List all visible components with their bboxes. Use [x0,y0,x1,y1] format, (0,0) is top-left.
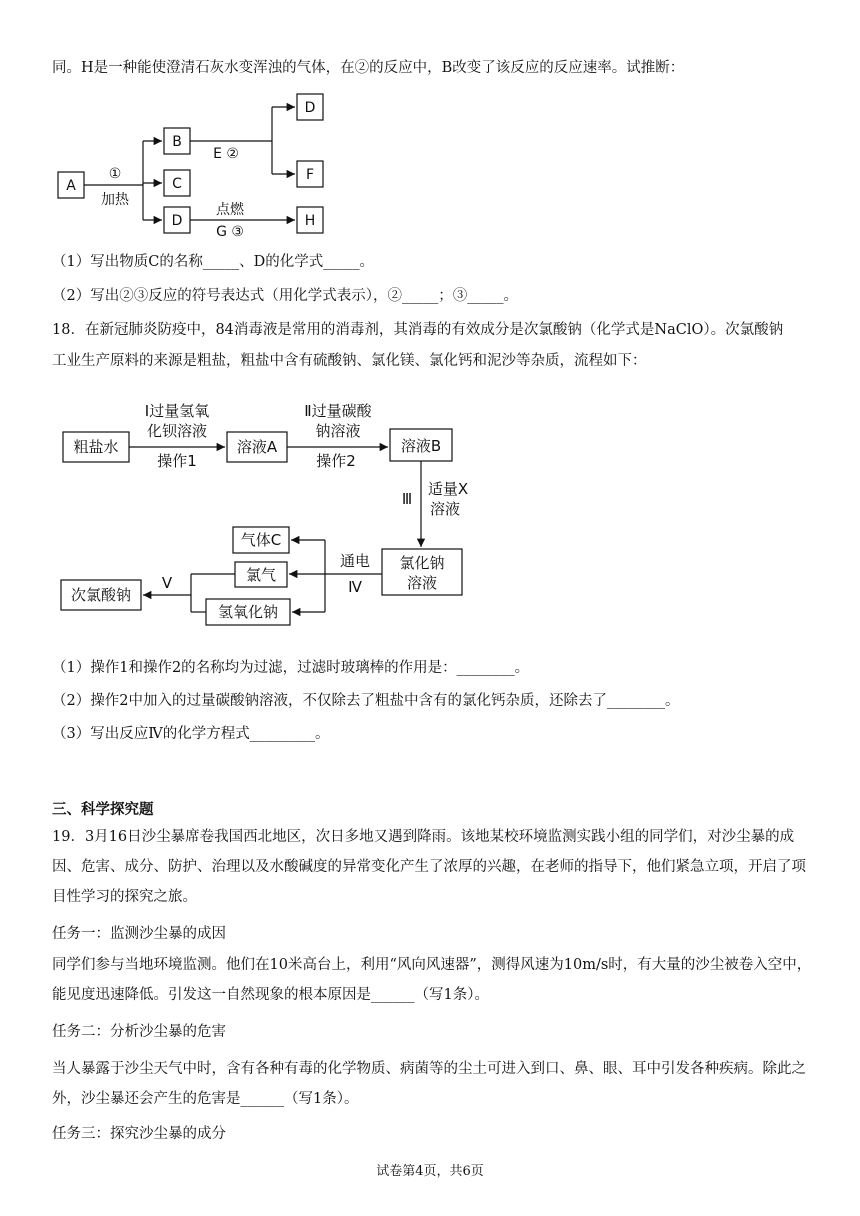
label-step3-roman: Ⅲ [401,490,413,508]
page-footer: 试卷第4页，共6页 [376,1164,484,1179]
label-op1: 操作1 [157,452,197,470]
label-step4-a: 通电 [339,552,371,570]
node-D-top: D [304,100,316,116]
label-reaction-1: ① [108,166,122,182]
q18-line1: 18．在新冠肺炎防疫中，84消毒液是常用的消毒剂，其消毒的有效成分是次氯酸钠（化学式是NaClO）。次氯酸钠 [52,322,784,338]
label-step3-a: 适量X [427,480,469,498]
q17-reaction-diagram [50,90,350,240]
box-raw-brine: 粗盐水 [73,438,119,456]
task2-title: 任务二：分析沙尘暴的危害 [52,1024,226,1040]
q18-flow-diagram [55,396,495,636]
node-F: F [305,167,315,183]
q17-sub2: （2）写出②③反应的符号表达式（用化学式表示），②_____；③_____。 [52,288,518,304]
box-naoh: 氢氧化钠 [217,603,279,621]
task1-paragraph: 同学们参与当地环境监测。他们在10米高台上，利用“风向风速器”，测得风速为10m/s时，有大量的沙尘被卷入空中，能见度迅速降低。引发这一自然现象的根本原因是______（写1条）。 [52,957,812,1003]
box-gas-C: 气体C [240,531,282,549]
label-step3-b: 溶液 [429,500,461,518]
task3-title: 任务三：探究沙尘暴的成分 [52,1126,226,1142]
label-G3: G ③ [216,224,244,240]
task1-title: 任务一：监测沙尘暴的成因 [52,926,226,942]
q18-line2: 工业生产原料的来源是粗盐，粗盐中含有硫酸钠、氯化镁、氯化钙和泥沙等杂质，流程如下： [52,353,647,369]
q17-intro: 同。H是一种能使澄清石灰水变浑浊的气体，在②的反应中，B改变了该反应的反应速率。试推断： [52,60,685,76]
q18-sub1: （1）操作1和操作2的名称均为过滤，过滤时玻璃棒的作用是：________。 [52,660,530,676]
label-step1-b: 化钡溶液 [146,422,208,440]
label-step2-a: Ⅱ过量碳酸 [304,402,372,420]
q18-sub3: （3）写出反应Ⅳ的化学方程式_________。 [52,726,330,742]
box-nacl-line1: 氯化钠 [399,554,445,572]
node-B: B [172,134,182,150]
box-naclo: 次氯酸钠 [70,586,132,604]
label-ignite: 点燃 [216,202,244,218]
node-H: H [304,213,316,229]
node-D: D [171,213,183,229]
box-solution-A: 溶液A [236,438,278,456]
label-E2: E ② [213,146,239,162]
label-step1-a: Ⅰ过量氢氧 [144,402,210,420]
node-C: C [172,176,182,192]
label-op2: 操作2 [316,452,356,470]
label-heat: 加热 [101,192,129,208]
box-solution-B: 溶液B [400,437,442,455]
label-step2-b: 钠溶液 [315,422,361,440]
label-step5: Ⅴ [161,574,173,592]
q19-paragraph: 19．3月16日沙尘暴席卷我国西北地区，次日多地又遇到降雨。该地某校环境监测实践小组的同学们，对沙尘暴的成因、危害、成分、防护、治理以及水酸碱度的异常变化产生了浓厚的兴趣，在老师的指导下，他们紧急立项，开启了项目性学习的探究之旅。 [52,829,806,905]
q17-sub1: （1）写出物质C的名称_____、D的化学式_____。 [52,254,374,270]
task2-paragraph: 当人暴露于沙尘天气中时，含有各种有毒的化学物质、病菌等的尘土可进入到口、鼻、眼、耳中引发各种疾病。除此之外，沙尘暴还会产生的危害是______（写1条）。 [52,1061,806,1107]
box-chlorine: 氯气 [245,566,277,584]
q18-sub2: （2）操作2中加入的过量碳酸钠溶液，不仅除去了粗盐中含有的氯化钙杂质，还除去了________。 [52,693,680,709]
section3-heading: 三、科学探究题 [52,801,154,818]
node-A: A [66,178,76,194]
box-nacl-line2: 溶液 [406,574,438,592]
label-step4-b: Ⅳ [348,578,362,596]
